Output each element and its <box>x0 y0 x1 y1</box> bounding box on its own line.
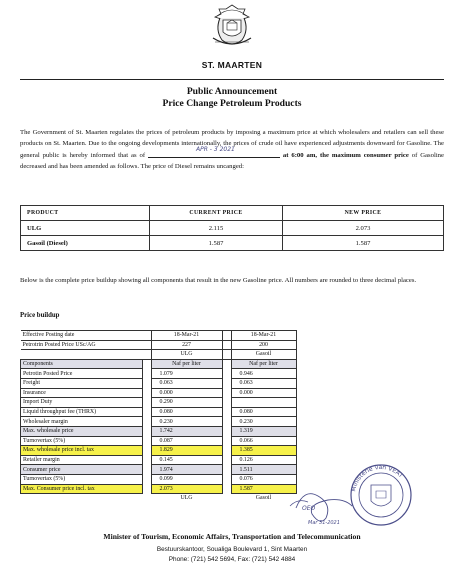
ulg-value: 0.087 <box>151 436 222 446</box>
announcement-heading: Public Announcement <box>186 86 278 97</box>
price-table-header <box>21 206 444 221</box>
gasoil-value: 1.511 <box>231 465 296 475</box>
buildup-row <box>21 407 297 417</box>
component-label: Max. wholesale price <box>21 426 143 436</box>
new-price: 1.587 <box>283 236 444 251</box>
component-label: Max. wholesale price incl. tax <box>21 446 143 456</box>
buildup-row <box>21 417 297 427</box>
gasoil-value: 0.230 <box>231 417 296 427</box>
new-price: 2.073 <box>283 221 444 236</box>
gasoil-footer: Gasoil <box>255 495 272 502</box>
effective-date-row <box>21 331 297 341</box>
announcement-subheading: Price Change Petroleum Products <box>162 98 302 109</box>
buildup-note: Below is the complete price buildup showing all components that result in the new Gasoline price. All numbers are rounded to three decimal places. <box>20 277 417 284</box>
buildup-row <box>21 455 297 465</box>
gasoil-unit-label: Naf per liter <box>231 359 296 369</box>
island-title: ST. MAARTEN <box>201 60 263 70</box>
buildup-row <box>21 436 297 446</box>
header-new-price: NEW PRICE <box>283 206 444 221</box>
handwritten-date: APR - 3 2021 <box>195 146 235 153</box>
ulg-value: 0.290 <box>151 398 222 408</box>
posted-price-label: Petrotrin Posted Price USc/AG <box>21 340 143 350</box>
ulg-value: 0.145 <box>151 455 222 465</box>
component-label: Liquid throughput fee (THRX) <box>21 407 143 417</box>
gasoil-value: 0.946 <box>231 369 296 379</box>
buildup-row <box>21 426 297 436</box>
gasoil-value: 0.063 <box>231 378 296 388</box>
intro-bold-phrase: maximum consumer price <box>331 152 409 159</box>
ulg-value: 0.099 <box>151 474 222 484</box>
gasoil-value: 1.587 <box>231 484 296 494</box>
current-price: 2.115 <box>150 221 283 236</box>
gasoil-column-label: Gasoil <box>231 350 296 360</box>
buildup-row <box>21 398 297 408</box>
ministry-footer: Minister of Tourism, Economic Affairs, Transportation and Telecommunication <box>103 532 361 541</box>
price-change-table <box>20 205 444 251</box>
buildup-row <box>21 378 297 388</box>
st-maarten-seal-icon <box>205 2 259 50</box>
price-buildup-table <box>20 330 297 503</box>
buildup-row <box>21 484 297 494</box>
phone-footer: Phone: (721) 542 5694, Fax: (721) 542 4884 <box>168 556 296 563</box>
component-label: Max. Consumer price incl. tax <box>21 484 143 494</box>
ulg-value: 0.230 <box>151 417 222 427</box>
buildup-rows <box>21 369 297 494</box>
current-price: 1.587 <box>150 236 283 251</box>
buildup-row <box>21 465 297 475</box>
effective-date-label: Effective Posting date <box>21 331 143 341</box>
gasoil-value: 1.319 <box>231 426 296 436</box>
component-label: Wholesaler margin <box>21 417 143 427</box>
header-divider <box>20 79 444 80</box>
buildup-row <box>21 369 297 379</box>
gasoil-value: 0.066 <box>231 436 296 446</box>
component-label: Consumer price <box>21 465 143 475</box>
component-label: Turnovertax (5%) <box>21 474 143 484</box>
components-label: Components <box>21 359 143 369</box>
gasoil-value: 1.385 <box>231 446 296 456</box>
ulg-value: 1.079 <box>151 369 222 379</box>
ulg-value: 1.829 <box>151 446 222 456</box>
ulg-column-label: ULG <box>151 350 222 360</box>
component-label: Retailer margin <box>21 455 143 465</box>
ministry-stamp <box>345 461 417 529</box>
intro-text-b: of Gasoline decreased and has been amended as follows. The price of Diesel remains uncanged: <box>20 152 444 170</box>
gasoil-value: 0.000 <box>231 388 296 398</box>
product-name-row <box>21 350 297 360</box>
posted-price-row <box>21 340 297 350</box>
signature-date: Mar 31-2021 <box>308 520 340 526</box>
component-label: Import Duty <box>21 398 143 408</box>
ulg-posted-price: 227 <box>151 340 222 350</box>
ulg-unit-label: Naf per liter <box>151 359 222 369</box>
gasoil-posted-price: 200 <box>231 340 296 350</box>
intro-text-a: The Government of St. Maarten regulates the prices of petroleum products by imposing a maximum price at which wholesalers and retailers can sell these products on St. Maarten. Due to the ongoing developments internationally, the prices of crude oil have experienced adjustments downward for Gasoline. The general public is hereby informed that as of <box>20 129 444 159</box>
ulg-value: 0.080 <box>151 407 222 417</box>
buildup-row <box>21 446 297 456</box>
ulg-effective-date: 18-Mar-21 <box>151 331 222 341</box>
gasoil-value <box>231 398 296 408</box>
component-label: Turnovertax (5%) <box>21 436 143 446</box>
ulg-value: 0.063 <box>151 378 222 388</box>
component-label: Insurance <box>21 388 143 398</box>
stamp-text: Ministerie van VEAT <box>350 463 405 493</box>
ulg-value: 1.742 <box>151 426 222 436</box>
header-current-price: CURRENT PRICE <box>150 206 283 221</box>
table-row <box>21 236 444 251</box>
buildup-row <box>21 474 297 484</box>
intro-paragraph <box>20 128 444 172</box>
components-header-row <box>21 359 297 369</box>
gasoil-effective-date: 18-Mar-21 <box>231 331 296 341</box>
effective-time: at 6:00 am, the <box>282 152 329 159</box>
ulg-footer: ULG <box>180 495 193 502</box>
product-name: ULG <box>21 221 150 236</box>
gasoil-value: 0.126 <box>231 455 296 465</box>
svg-text:Ministerie van VEAT <box>350 464 404 492</box>
buildup-row <box>21 388 297 398</box>
table-row <box>21 221 444 236</box>
component-label: Freight <box>21 378 143 388</box>
component-label: Petrotin Posted Price <box>21 369 143 379</box>
gasoil-value: 0.080 <box>231 407 296 417</box>
ulg-value: 0.000 <box>151 388 222 398</box>
address-footer: Bestuurskantoor, Soualiga Boulevard 1, Sint Maarten <box>156 546 308 553</box>
ulg-value: 2.073 <box>151 484 222 494</box>
ulg-value: 1.974 <box>151 465 222 475</box>
buildup-title: Price buildup <box>20 312 60 319</box>
signature-initials: OEO <box>302 505 316 512</box>
product-name: Gasoil (Diesel) <box>21 236 150 251</box>
buildup-footer-row <box>21 494 297 503</box>
header-product: PRODUCT <box>21 206 150 221</box>
gasoil-value: 0.076 <box>231 474 296 484</box>
